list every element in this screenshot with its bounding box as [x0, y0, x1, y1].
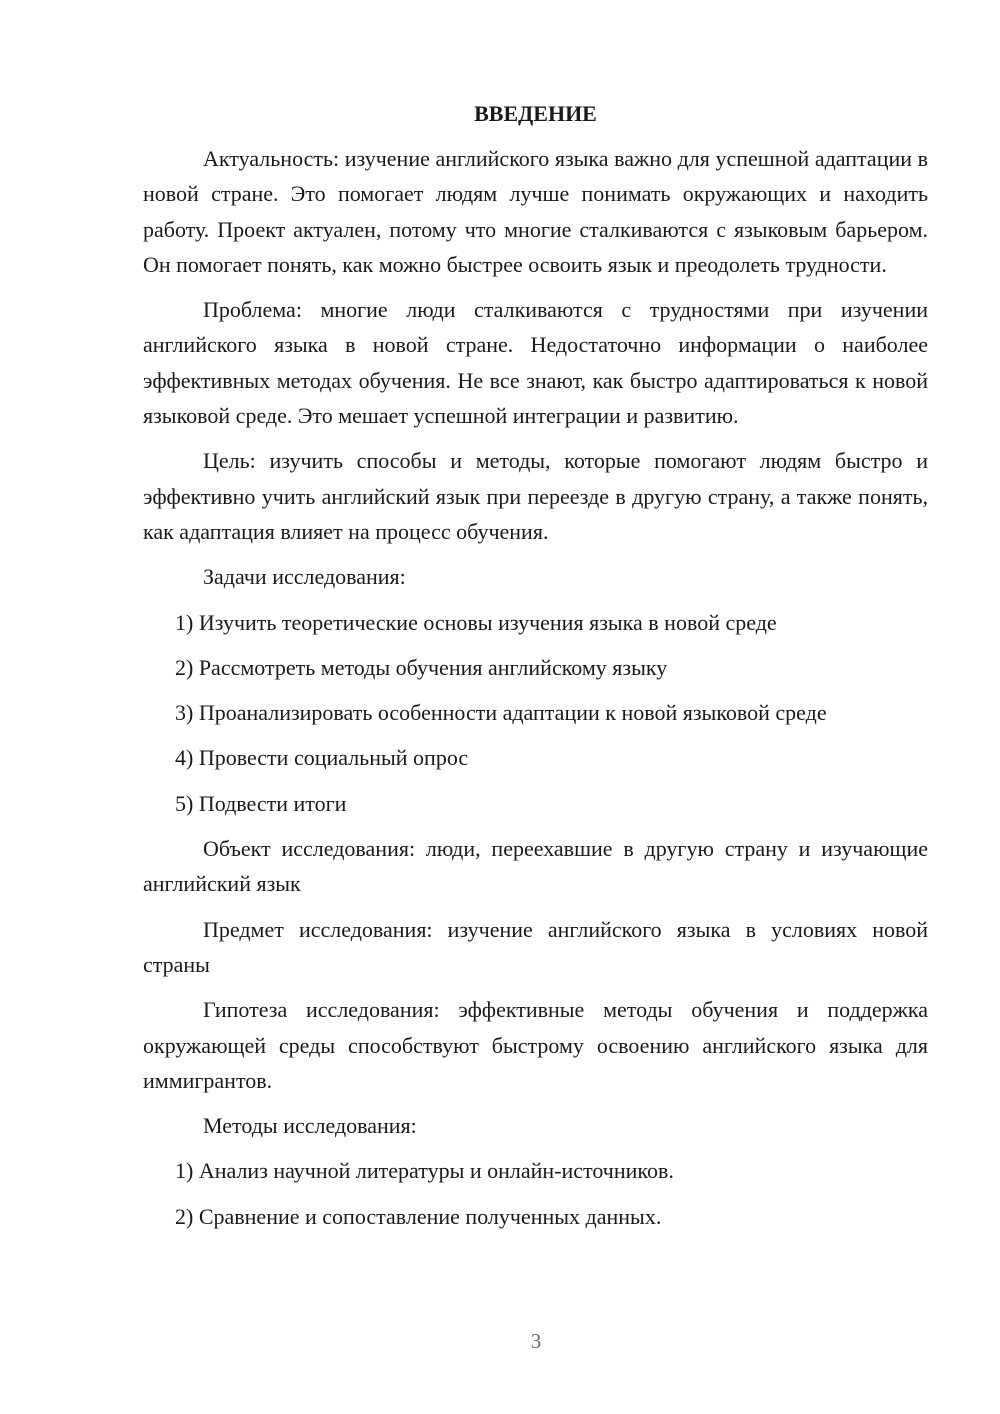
page-content: [143, 96, 928, 1244]
list-item: 1) Изучить теоретические основы изучения языка в новой среде: [175, 609, 777, 635]
section-title: ВВЕДЕНИЕ: [474, 101, 597, 126]
methods-list: [143, 1153, 928, 1234]
list-item: 2) Рассмотреть методы обучения английскому языку: [175, 654, 668, 680]
hypothesis-paragraph: Гипотеза исследования: эффективные методы обучения и поддержка окружающей среды способствуют быстрому освоению английского языка для иммигрантов.: [143, 997, 928, 1093]
page-number: 3: [530, 1329, 542, 1353]
goal-paragraph: Цель: изучить способы и методы, которые помогают людям быстро и эффективно учить английский язык при переезде в другую страну, а также понять, как адаптация влияет на процесс обучения.: [143, 448, 928, 544]
subject-paragraph: Предмет исследования: изучение английского языка в условиях новой страны: [143, 916, 928, 977]
tasks-heading: Задачи исследования:: [203, 564, 406, 590]
list-item: 2) Сравнение и сопоставление полученных данных.: [175, 1203, 662, 1229]
methods-heading: Методы исследования:: [203, 1113, 417, 1139]
relevance-paragraph: Актуальность: изучение английского языка важно для успешной адаптации в новой стране. Это помогает людям лучше понимать окружающих и находить работу. Проект актуален, потому что многие сталкиваются с языковым барьером. Он помогает понять, как можно быстрее освоить язык и преодолеть трудности.: [143, 146, 928, 277]
list-item: 3) Проанализировать особенности адаптации к новой языковой среде: [175, 700, 827, 726]
object-paragraph: Объект исследования: люди, переехавшие в другую страну и изучающие английский язык: [143, 836, 928, 897]
problem-paragraph: Проблема: многие люди сталкиваются с трудностями при изучении английского языка в новой стране. Недостаточно информации о наиболее эффективных методах обучения. Не все знают, как быстро адаптироваться к новой языковой среде. Это мешает успешной интеграции и развитию.: [143, 297, 928, 429]
list-item: 5) Подвести итоги: [175, 790, 347, 816]
list-item: 4) Провести социальный опрос: [175, 745, 469, 771]
list-item: 1) Анализ научной литературы и онлайн-источников.: [175, 1158, 674, 1184]
tasks-list: [143, 605, 928, 821]
